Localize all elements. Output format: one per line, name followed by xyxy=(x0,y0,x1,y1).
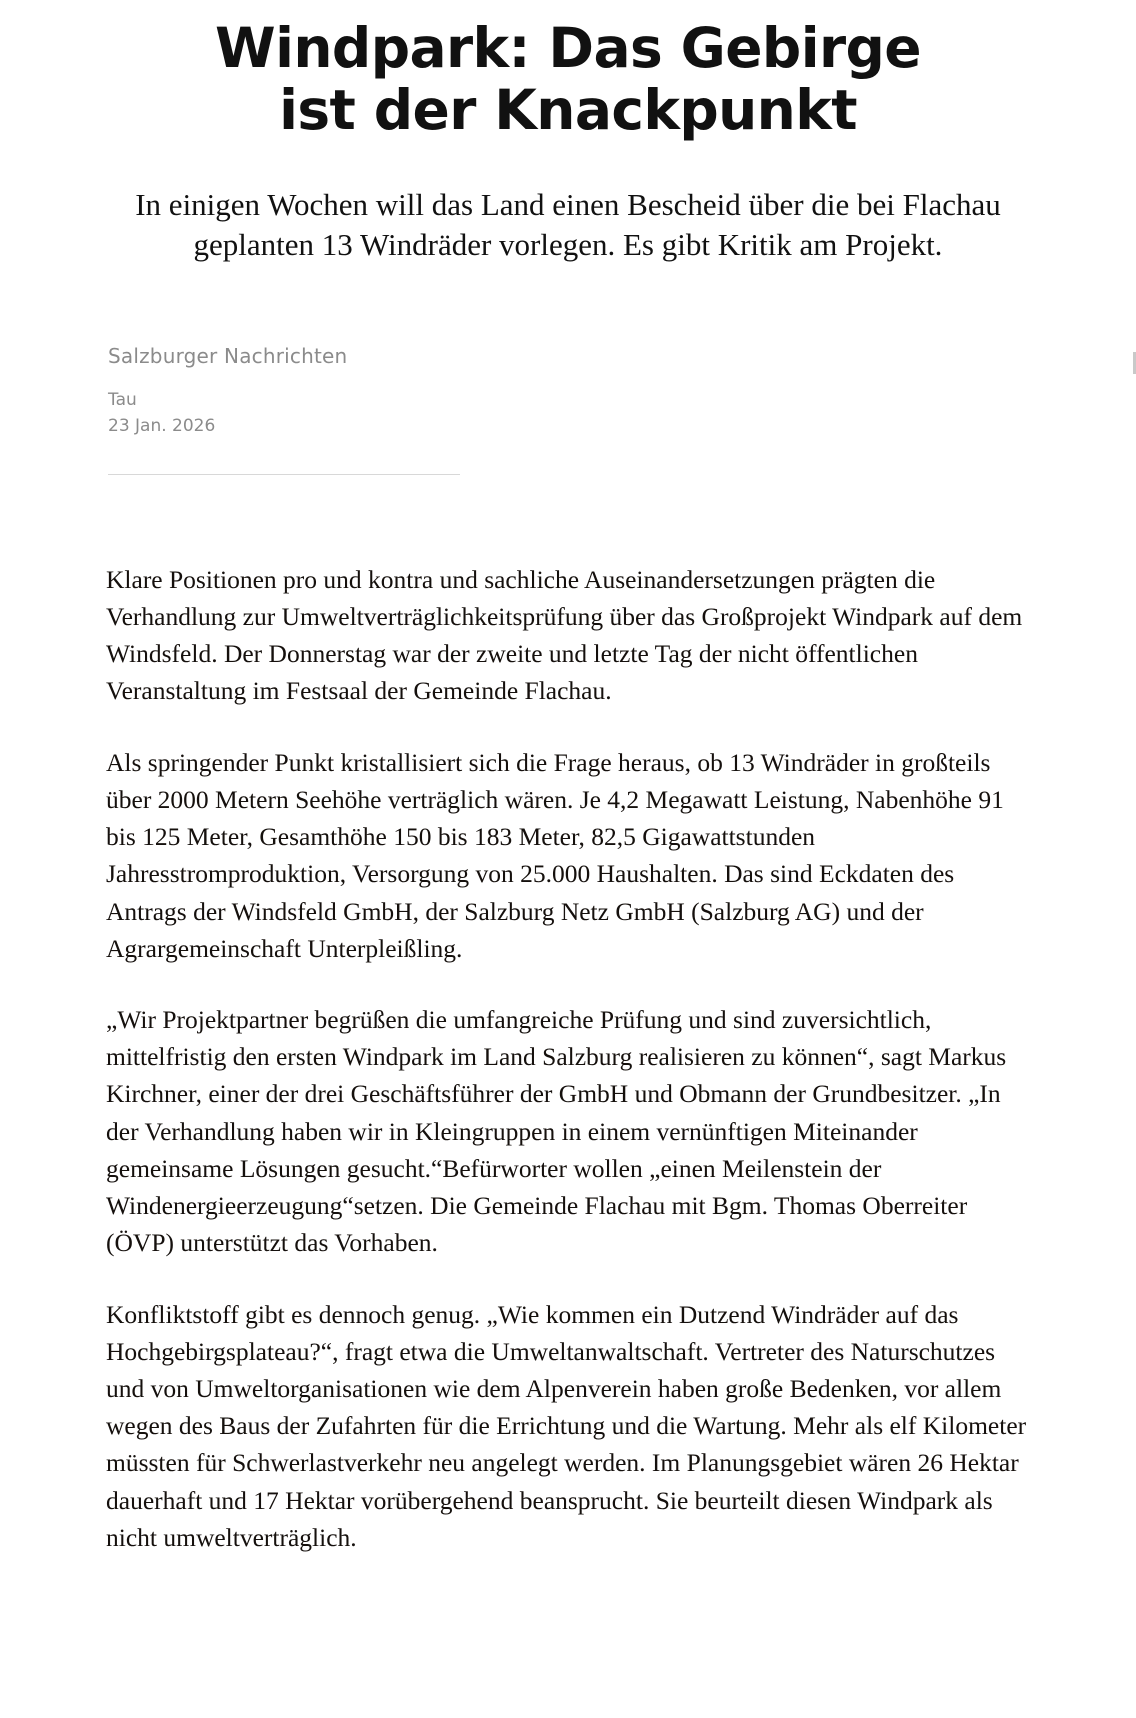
headline-line-1: Windpark: Das Gebirge xyxy=(215,16,921,80)
publish-date: 23 Jan. 2026 xyxy=(108,415,216,436)
headline-line-2: ist der Knackpunkt xyxy=(279,77,857,142)
article-deck: In einigen Wochen will das Land einen Bescheid über die bei Flachau geplanten 13 Windräder vorlegen. Es gibt Kritik am Projekt. xyxy=(135,187,1001,263)
body-paragraph: Klare Positionen pro und kontra und sachliche Auseinandersetzungen prägten die Verhandlung zur Umweltverträglichkeitsprüfung über das Großprojekt Windpark auf dem Windsfeld. Der Donnerstag war der zweite und letzte Tag der nicht öffentlichen Veranstaltung im Festsaal der Gemeinde Flachau. xyxy=(106,564,1023,706)
meta-divider xyxy=(108,474,460,475)
body-paragraph: Als springender Punkt kristallisiert sich die Frage heraus, ob 13 Windräder in großteils über 2000 Metern Seehöhe verträglich wären. Je 4,2 Megawatt Leistung, Nabenhöhe 91 bis 125 Meter, Gesamthöhe 150 bis 183 Meter, 82,5 Gigawattstunden Jahresstromproduktion, Versorgung von 25.000 Haushalten. Das sind Eckdaten des Antrags der Windsfeld GmbH, der Salzburg Netz GmbH (Salzburg AG) und der Agrargemeinschaft Unterpleißling. xyxy=(106,747,1004,963)
body-paragraph: „Wir Projektpartner begrüßen die umfangreiche Prüfung und sind zuversichtlich, mittelfristig den ersten Windpark im Land Salzburg realisieren zu können“, sagt Markus Kirchner, einer der drei Geschäftsführer der GmbH und Obmann der Grundbesitzer. „In der Verhandlung haben wir in Kleingruppen in einem vernünftigen Miteinander gemeinsame Lösungen gesucht.“Befürworter wollen „einen Meilenstein der Windenergieerzeugung“setzen. Die Gemeinde Flachau mit Bgm. Thomas Oberreiter (ÖVP) unterstützt das Vorhaben. xyxy=(106,1004,1007,1258)
page-title xyxy=(68,18,1068,141)
article-body xyxy=(68,561,1068,1596)
author-name: Tau xyxy=(108,389,137,410)
article-meta xyxy=(108,344,468,436)
article-header xyxy=(68,0,1068,475)
source-name: Salzburger Nachrichten xyxy=(108,343,348,368)
body-paragraph: Konfliktstoff gibt es dennoch genug. „Wie kommen ein Dutzend Windräder auf das Hochgebirgsplateau?“, fragt etwa die Umweltanwaltschaft. Vertreter des Naturschutzes und von Umweltorganisationen wie dem Alpenverein haben große Bedenken, vor allem wegen des Baus der Zufahrten für die Errichtung und die Wartung. Mehr als elf Kilometer müssten für Schwerlastverkehr neu angelegt werden. Im Planungsgebiet wären 26 Hektar dauerhaft und 17 Hektar vorübergehend beansprucht. Sie beurteilt diesen Windpark als nicht umweltverträglich. xyxy=(106,1299,1027,1552)
